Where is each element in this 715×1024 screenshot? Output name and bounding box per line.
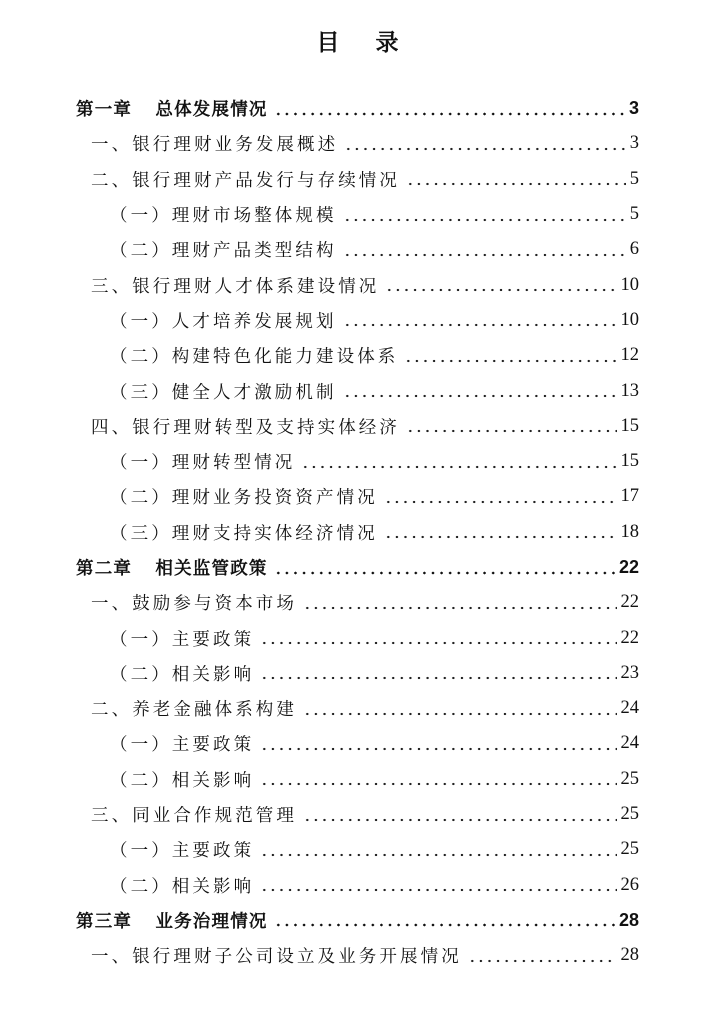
dot-leader (384, 500, 617, 504)
toc-subsection-entry[interactable] (0, 338, 715, 373)
toc-subsection-entry[interactable] (0, 762, 715, 797)
toc-page-number: 28 (620, 945, 639, 966)
dot-leader (303, 606, 617, 610)
toc-subsection-entry[interactable] (0, 232, 715, 267)
dot-leader (260, 853, 616, 857)
toc-page-number: 17 (620, 486, 639, 507)
toc-subsection-entry[interactable] (0, 479, 715, 514)
toc-entry-label: （二）理财产品类型结构 (110, 241, 337, 262)
toc-subsection-entry[interactable] (0, 868, 715, 903)
toc-page-number: 10 (620, 309, 639, 330)
dot-leader (260, 747, 616, 751)
toc-page-number: 23 (620, 662, 639, 683)
toc-section-entry[interactable] (0, 409, 715, 444)
toc-entry-label: 三、银行理财人才体系建设情况 (91, 276, 380, 297)
toc-chapter-entry[interactable] (0, 550, 715, 585)
toc-page-number: 25 (620, 839, 639, 860)
toc-page-number: 15 (620, 415, 639, 436)
dot-leader (406, 429, 617, 433)
toc-entry-label: 一、鼓励参与资本市场 (91, 594, 297, 615)
toc-page-number: 12 (620, 345, 639, 366)
toc-section-entry[interactable] (0, 938, 715, 973)
toc-section-entry[interactable] (0, 126, 715, 161)
dot-leader (260, 641, 616, 645)
toc-page-number: 18 (620, 521, 639, 542)
toc-subsection-entry[interactable] (0, 197, 715, 232)
toc-entry-label: 四、银行理财转型及支持实体经济 (91, 417, 400, 438)
toc-subsection-entry[interactable] (0, 515, 715, 550)
dot-leader (260, 888, 616, 892)
toc-subsection-entry[interactable] (0, 620, 715, 655)
toc-page-number: 26 (620, 874, 639, 895)
toc-entry-label: 二、银行理财产品发行与存续情况 (91, 170, 400, 191)
toc-section-entry[interactable] (0, 267, 715, 302)
dot-leader (343, 218, 626, 222)
toc-entry-label: （二）构建特色化能力建设体系 (110, 347, 399, 368)
toc-page-number: 10 (620, 274, 639, 295)
toc-section-entry[interactable] (0, 585, 715, 620)
toc-page-number: 3 (628, 98, 639, 119)
toc-page-number: 22 (618, 557, 639, 577)
toc-entry-label: （一）人才培养发展规划 (110, 311, 337, 332)
toc-page-number: 13 (620, 380, 639, 401)
dot-leader (260, 782, 616, 786)
toc-subsection-entry[interactable] (0, 373, 715, 408)
dot-leader (274, 923, 615, 927)
dot-leader (385, 288, 616, 292)
toc-entry-label: 二、养老金融体系构建 (91, 700, 297, 721)
toc-entry-label: （二）理财业务投资资产情况 (110, 488, 378, 509)
toc-page-number: 6 (629, 239, 639, 260)
dot-leader (274, 112, 625, 116)
toc-entry-label: （三）理财支持实体经济情况 (110, 523, 378, 544)
toc-subsection-entry[interactable] (0, 444, 715, 479)
toc-entry-label: 第二章 相关监管政策 (76, 559, 268, 579)
toc-chapter-entry[interactable] (0, 91, 715, 126)
dot-leader (260, 676, 616, 680)
toc-entry-label: （一）理财转型情况 (110, 453, 296, 474)
toc-page-number: 5 (629, 204, 639, 225)
toc-page-number: 22 (620, 592, 639, 613)
toc-entry-label: （三）健全人才激励机制 (110, 382, 337, 403)
toc-entry-label: （二）相关影响 (110, 770, 255, 791)
toc-subsection-entry[interactable] (0, 656, 715, 691)
toc-page-number: 24 (620, 698, 639, 719)
dot-leader (301, 465, 616, 469)
dot-leader (303, 712, 617, 716)
toc-subsection-entry[interactable] (0, 832, 715, 867)
toc-page-number: 5 (629, 168, 639, 189)
dot-leader (384, 535, 617, 539)
toc-entry-label: 第三章 业务治理情况 (76, 911, 268, 932)
toc-entry-label: 一、银行理财业务发展概述 (91, 135, 339, 156)
dot-leader (344, 147, 626, 151)
dot-leader (406, 182, 626, 186)
toc-entry-label: （二）相关影响 (110, 876, 255, 897)
toc-entry-label: 第一章 总体发展情况 (76, 100, 268, 121)
dot-leader (404, 359, 616, 363)
dot-leader (343, 323, 617, 327)
dot-leader (468, 959, 617, 963)
toc-entry-label: （一）主要政策 (110, 629, 255, 650)
toc-section-entry[interactable] (0, 797, 715, 832)
toc-page-number: 25 (620, 804, 639, 825)
dot-leader (343, 253, 626, 257)
toc-page-number: 3 (629, 133, 639, 154)
table-of-contents (0, 91, 715, 973)
toc-entry-label: （一）主要政策 (110, 735, 255, 756)
toc-section-entry[interactable] (0, 162, 715, 197)
toc-entry-label: 一、银行理财子公司设立及业务开展情况 (91, 947, 462, 968)
toc-chapter-entry[interactable] (0, 903, 715, 938)
toc-page-number: 28 (618, 909, 639, 930)
toc-entry-label: （一）主要政策 (110, 841, 255, 862)
toc-page-number: 24 (620, 733, 639, 754)
dot-leader (274, 571, 615, 575)
dot-leader (303, 818, 617, 822)
toc-subsection-entry[interactable] (0, 303, 715, 338)
toc-entry-label: （一）理财市场整体规模 (110, 206, 337, 227)
toc-page-number: 15 (620, 451, 639, 472)
toc-subsection-entry[interactable] (0, 726, 715, 761)
toc-entry-label: （二）相关影响 (110, 664, 255, 685)
toc-page-number: 22 (620, 627, 639, 648)
page-title: 目 录 (316, 30, 413, 56)
dot-leader (343, 394, 617, 398)
toc-page-number: 25 (620, 768, 639, 789)
toc-entry-label: 三、同业合作规范管理 (91, 806, 297, 827)
toc-section-entry[interactable] (0, 691, 715, 726)
